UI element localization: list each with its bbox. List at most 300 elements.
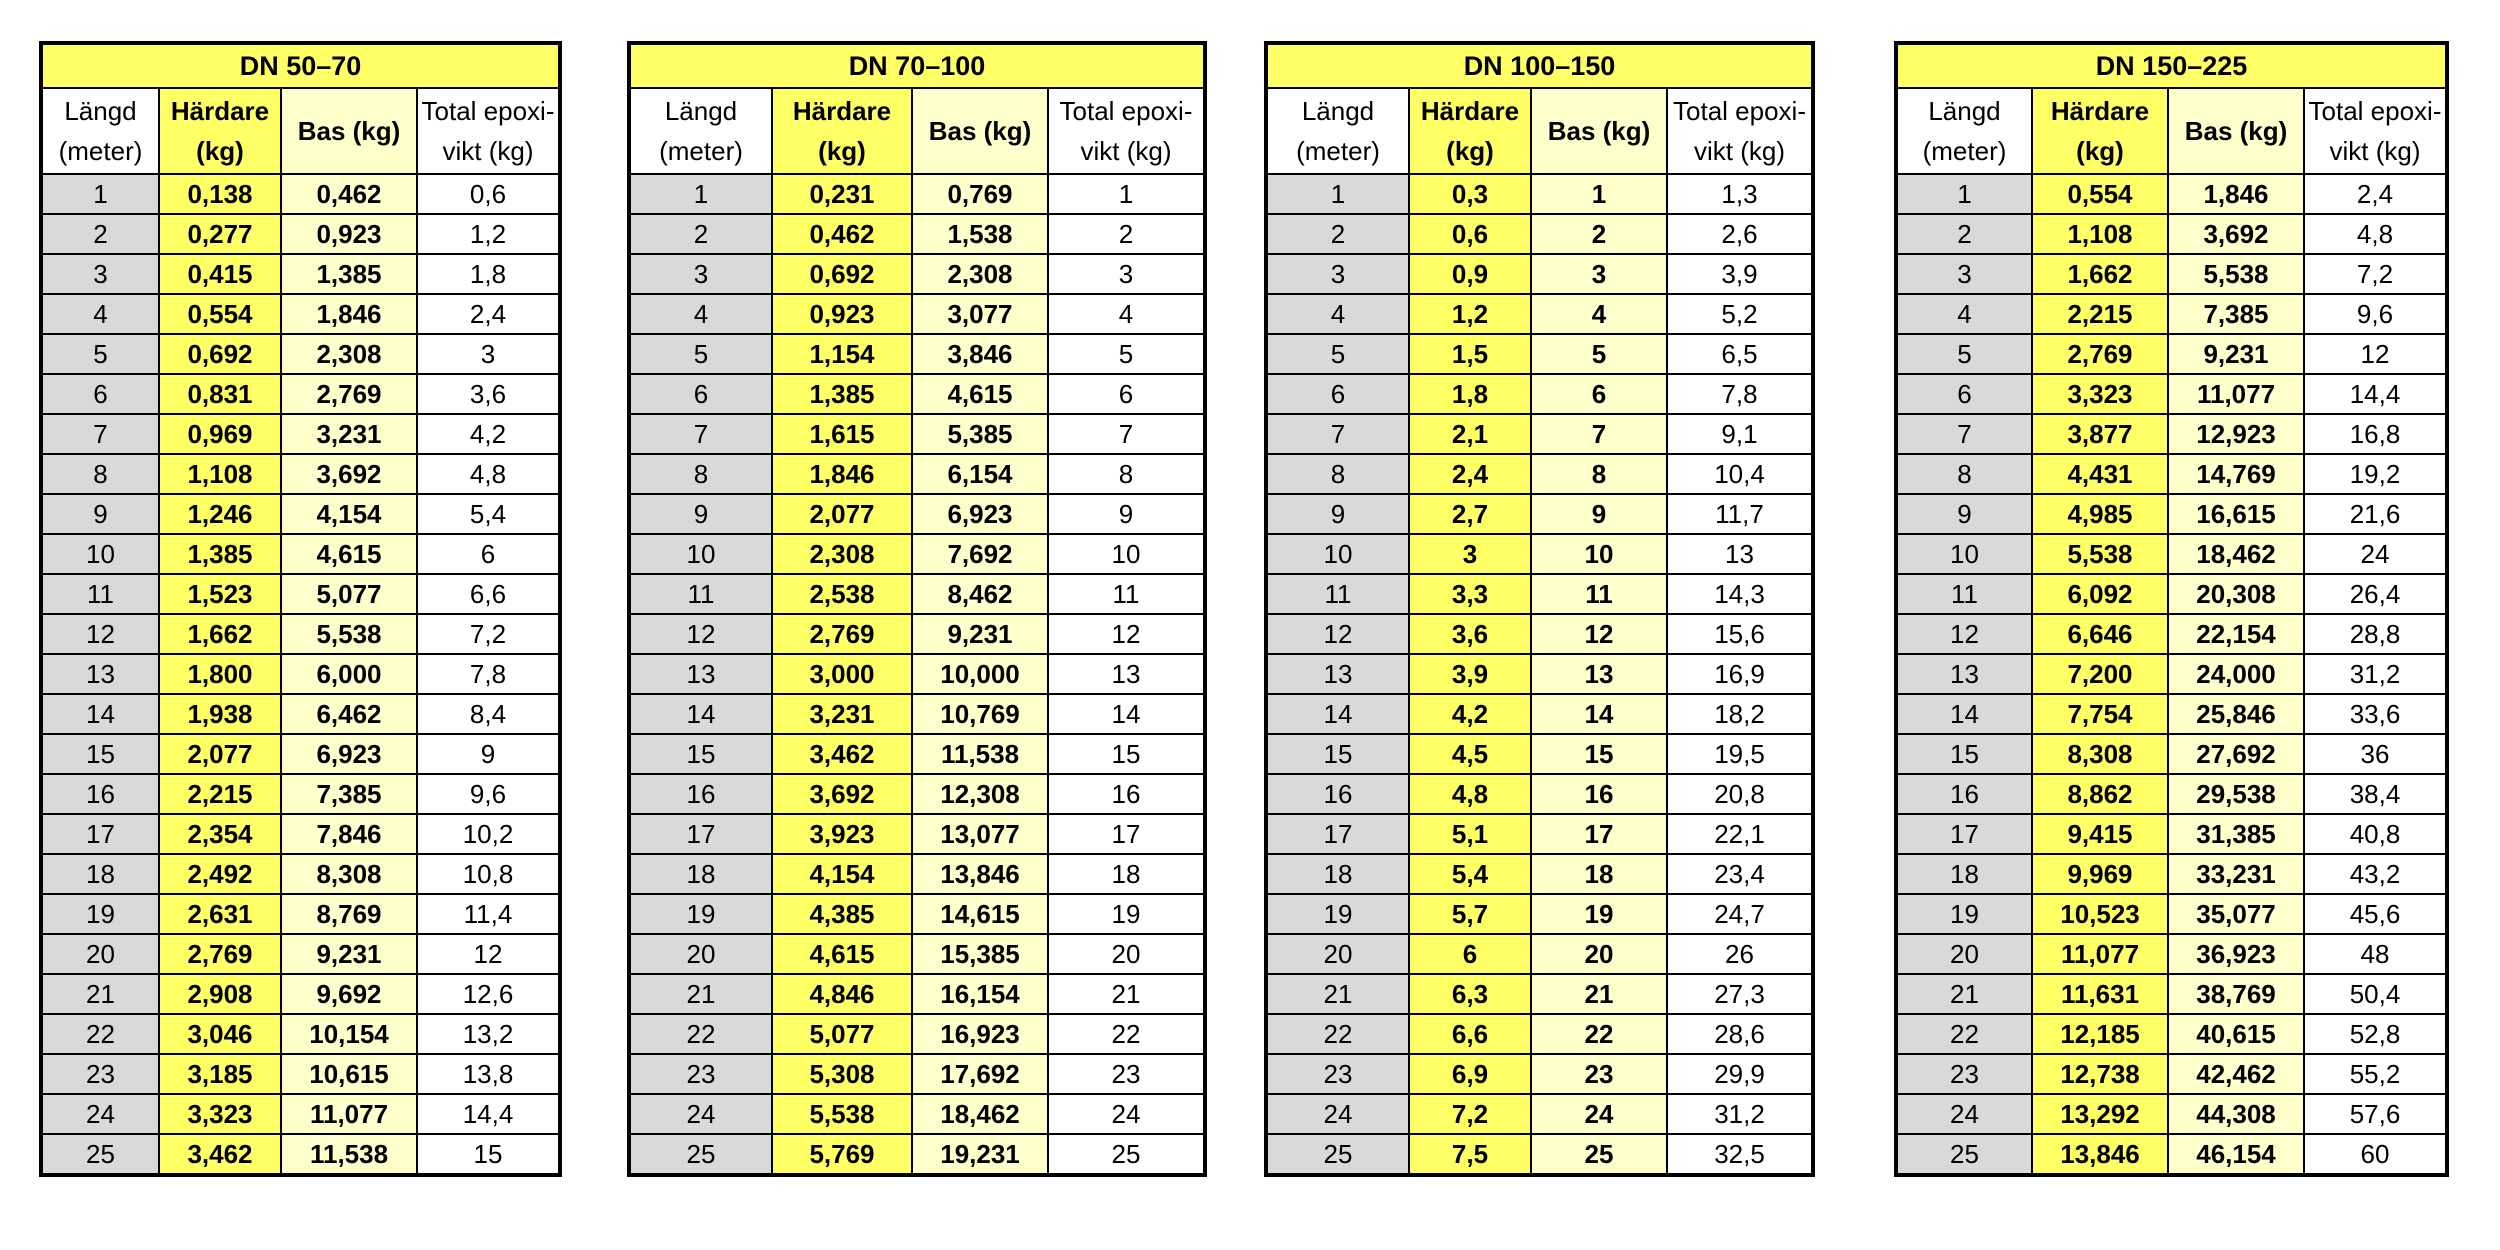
table-row: [629, 1134, 1205, 1175]
length-cell: 8: [1896, 454, 2032, 494]
length-cell: 1: [1266, 174, 1409, 214]
length-cell: 19: [41, 894, 159, 934]
length-cell: 6: [629, 374, 772, 414]
length-cell: 9: [41, 494, 159, 534]
hardener-cell: 3: [1409, 534, 1531, 574]
length-cell: 12: [1896, 614, 2032, 654]
length-cell: 21: [629, 974, 772, 1014]
hardener-cell: 0,9: [1409, 254, 1531, 294]
total-cell: 2,4: [417, 294, 560, 334]
total-cell: 10: [1048, 534, 1205, 574]
table-row: [41, 734, 560, 774]
length-cell: 19: [1266, 894, 1409, 934]
base-cell: 15: [1531, 734, 1667, 774]
total-cell: 1,2: [417, 214, 560, 254]
total-cell: 12,6: [417, 974, 560, 1014]
base-cell: 23: [1531, 1054, 1667, 1094]
total-cell: 6,5: [1667, 334, 1813, 374]
total-cell: 60: [2304, 1134, 2447, 1175]
base-cell: 24: [1531, 1094, 1667, 1134]
base-cell: 7,385: [2168, 294, 2304, 334]
base-cell: 16,923: [912, 1014, 1048, 1054]
length-cell: 6: [1266, 374, 1409, 414]
weight-table: [1264, 41, 1815, 1177]
total-cell: 16,9: [1667, 654, 1813, 694]
hardener-header: [772, 88, 912, 174]
hardener-cell: 4,431: [2032, 454, 2168, 494]
header-line: (kg): [2076, 136, 2124, 166]
length-cell: 7: [1266, 414, 1409, 454]
total-cell: 12: [2304, 334, 2447, 374]
table-row: [629, 694, 1205, 734]
length-cell: 21: [1266, 974, 1409, 1014]
total-cell: 5,2: [1667, 294, 1813, 334]
total-cell: 8: [1048, 454, 1205, 494]
total-header: [417, 88, 560, 174]
table-row: [41, 614, 560, 654]
table-row: [629, 854, 1205, 894]
base-cell: 10,769: [912, 694, 1048, 734]
base-cell: 35,077: [2168, 894, 2304, 934]
hardener-cell: 3,323: [159, 1094, 281, 1134]
base-cell: 4: [1531, 294, 1667, 334]
base-cell: 9,231: [912, 614, 1048, 654]
table-row: [629, 454, 1205, 494]
total-cell: 24: [2304, 534, 2447, 574]
base-cell: 11,077: [2168, 374, 2304, 414]
hardener-cell: 6,092: [2032, 574, 2168, 614]
hardener-cell: 2,769: [159, 934, 281, 974]
hardener-cell: 1,246: [159, 494, 281, 534]
hardener-cell: 5,7: [1409, 894, 1531, 934]
total-cell: 38,4: [2304, 774, 2447, 814]
length-cell: 13: [1896, 654, 2032, 694]
length-cell: 23: [629, 1054, 772, 1094]
total-cell: 9,6: [417, 774, 560, 814]
header-line: Härdare: [2050, 96, 2150, 126]
base-cell: 5,077: [281, 574, 417, 614]
length-cell: 22: [1896, 1014, 2032, 1054]
table-row: [1266, 294, 1813, 334]
table-row: [1266, 534, 1813, 574]
table-row: [1266, 574, 1813, 614]
header-line: Total epoxi-: [2308, 96, 2442, 126]
hardener-cell: 4,846: [772, 974, 912, 1014]
hardener-cell: 0,923: [772, 294, 912, 334]
table-row: [1266, 614, 1813, 654]
header-line: (meter): [659, 136, 743, 166]
table-row: [41, 374, 560, 414]
hardener-cell: 1,662: [2032, 254, 2168, 294]
hardener-cell: 0,831: [159, 374, 281, 414]
table-row: [1896, 854, 2447, 894]
base-cell: 8,462: [912, 574, 1048, 614]
hardener-cell: 6,9: [1409, 1054, 1531, 1094]
base-cell: 12: [1531, 614, 1667, 654]
total-cell: 3,6: [417, 374, 560, 414]
table-row: [1266, 814, 1813, 854]
header-line: Total epoxi-: [1673, 96, 1806, 126]
base-cell: 25: [1531, 1134, 1667, 1175]
base-header: Bas (kg): [912, 88, 1048, 174]
table-row: [1896, 374, 2447, 414]
hardener-cell: 1,154: [772, 334, 912, 374]
total-cell: 23: [1048, 1054, 1205, 1094]
hardener-cell: 0,6: [1409, 214, 1531, 254]
table-row: [41, 814, 560, 854]
table-row: [41, 1054, 560, 1094]
hardener-cell: 2,7: [1409, 494, 1531, 534]
table-row: [41, 254, 560, 294]
total-cell: 16,8: [2304, 414, 2447, 454]
table-row: [629, 1054, 1205, 1094]
base-cell: 0,462: [281, 174, 417, 214]
hardener-cell: 1,8: [1409, 374, 1531, 414]
table-row: [41, 1134, 560, 1175]
base-cell: 3,692: [2168, 214, 2304, 254]
length-cell: 2: [1266, 214, 1409, 254]
header-row: [1896, 88, 2447, 174]
total-cell: 40,8: [2304, 814, 2447, 854]
length-cell: 25: [1266, 1134, 1409, 1175]
hardener-cell: 1,385: [772, 374, 912, 414]
base-cell: 3,692: [281, 454, 417, 494]
header-line: vikt (kg): [1080, 136, 1172, 166]
base-cell: 1,846: [2168, 174, 2304, 214]
base-cell: 31,385: [2168, 814, 2304, 854]
hardener-cell: 9,415: [2032, 814, 2168, 854]
base-cell: 38,769: [2168, 974, 2304, 1014]
length-cell: 15: [41, 734, 159, 774]
hardener-cell: 3,462: [772, 734, 912, 774]
length-cell: 17: [1896, 814, 2032, 854]
header-line: Härdare: [170, 96, 270, 126]
hardener-cell: 8,308: [2032, 734, 2168, 774]
hardener-cell: 6,3: [1409, 974, 1531, 1014]
base-cell: 22,154: [2168, 614, 2304, 654]
hardener-cell: 5,538: [2032, 534, 2168, 574]
base-cell: 18: [1531, 854, 1667, 894]
table-row: [41, 534, 560, 574]
hardener-cell: 2,538: [772, 574, 912, 614]
header-line: (meter): [1296, 136, 1380, 166]
length-cell: 9: [629, 494, 772, 534]
base-cell: 29,538: [2168, 774, 2304, 814]
total-cell: 12: [417, 934, 560, 974]
table-row: [41, 854, 560, 894]
total-cell: 29,9: [1667, 1054, 1813, 1094]
table-row: [629, 814, 1205, 854]
header-line: Härdare: [792, 96, 892, 126]
length-cell: 10: [1266, 534, 1409, 574]
header-line: Total epoxi-: [1059, 96, 1193, 126]
length-cell: 1: [629, 174, 772, 214]
table-row: [1896, 734, 2447, 774]
length-cell: 5: [1266, 334, 1409, 374]
total-cell: 24: [1048, 1094, 1205, 1134]
base-cell: 8,769: [281, 894, 417, 934]
total-cell: 7,2: [417, 614, 560, 654]
length-cell: 11: [629, 574, 772, 614]
total-cell: 19: [1048, 894, 1205, 934]
total-cell: 13: [1667, 534, 1813, 574]
length-cell: 10: [629, 534, 772, 574]
base-cell: 5,538: [2168, 254, 2304, 294]
total-cell: 21,6: [2304, 494, 2447, 534]
length-cell: 4: [629, 294, 772, 334]
header-line: Längd: [1928, 96, 2001, 126]
total-cell: 18,2: [1667, 694, 1813, 734]
length-cell: 4: [1266, 294, 1409, 334]
table-row: [1266, 974, 1813, 1014]
length-cell: 7: [1896, 414, 2032, 454]
length-cell: 5: [1896, 334, 2032, 374]
length-cell: 14: [1266, 694, 1409, 734]
base-cell: 5: [1531, 334, 1667, 374]
length-cell: 16: [1896, 774, 2032, 814]
hardener-cell: 2,215: [159, 774, 281, 814]
table-row: [629, 294, 1205, 334]
base-cell: 19: [1531, 894, 1667, 934]
table-row: [1896, 774, 2447, 814]
hardener-cell: 6,646: [2032, 614, 2168, 654]
length-cell: 4: [41, 294, 159, 334]
header-line: (kg): [196, 136, 244, 166]
hardener-cell: 6: [1409, 934, 1531, 974]
hardener-cell: 1,385: [159, 534, 281, 574]
hardener-cell: 0,415: [159, 254, 281, 294]
base-cell: 22: [1531, 1014, 1667, 1054]
length-cell: 1: [1896, 174, 2032, 214]
table-row: [1896, 1014, 2447, 1054]
total-cell: 36: [2304, 734, 2447, 774]
length-cell: 3: [629, 254, 772, 294]
base-cell: 13,077: [912, 814, 1048, 854]
length-cell: 24: [1896, 1094, 2032, 1134]
hardener-cell: 2,769: [2032, 334, 2168, 374]
base-cell: 25,846: [2168, 694, 2304, 734]
length-cell: 11: [1896, 574, 2032, 614]
total-cell: 19,2: [2304, 454, 2447, 494]
total-header: [2304, 88, 2447, 174]
header-line: Längd: [64, 96, 137, 126]
table-row: [1896, 294, 2447, 334]
base-cell: 6,462: [281, 694, 417, 734]
base-cell: 8,308: [281, 854, 417, 894]
table-row: [41, 1014, 560, 1054]
hardener-cell: 0,554: [159, 294, 281, 334]
hardener-cell: 1,108: [159, 454, 281, 494]
table-row: [41, 894, 560, 934]
base-cell: 7: [1531, 414, 1667, 454]
length-cell: 14: [1896, 694, 2032, 734]
total-cell: 31,2: [2304, 654, 2447, 694]
length-cell: 18: [1266, 854, 1409, 894]
length-cell: 11: [1266, 574, 1409, 614]
hardener-cell: 3,185: [159, 1054, 281, 1094]
length-header: [629, 88, 772, 174]
hardener-cell: 3,231: [772, 694, 912, 734]
length-cell: 4: [1896, 294, 2032, 334]
length-cell: 1: [41, 174, 159, 214]
base-cell: 3,077: [912, 294, 1048, 334]
total-cell: 23,4: [1667, 854, 1813, 894]
weight-table: [1894, 41, 2449, 1177]
base-cell: 10,000: [912, 654, 1048, 694]
total-cell: 27,3: [1667, 974, 1813, 1014]
length-cell: 12: [41, 614, 159, 654]
table-row: [1896, 1054, 2447, 1094]
length-cell: 21: [1896, 974, 2032, 1014]
hardener-cell: 2,077: [772, 494, 912, 534]
length-cell: 25: [1896, 1134, 2032, 1175]
table-row: [1896, 494, 2447, 534]
base-cell: 11,077: [281, 1094, 417, 1134]
table-title: DN 150–225: [1896, 43, 2447, 88]
total-cell: 26: [1667, 934, 1813, 974]
total-cell: 31,2: [1667, 1094, 1813, 1134]
length-cell: 12: [1266, 614, 1409, 654]
table-row: [1266, 174, 1813, 214]
base-cell: 42,462: [2168, 1054, 2304, 1094]
length-cell: 19: [1896, 894, 2032, 934]
table-row: [1896, 214, 2447, 254]
length-cell: 10: [1896, 534, 2032, 574]
header-line: (kg): [818, 136, 866, 166]
hardener-cell: 6,6: [1409, 1014, 1531, 1054]
table-row: [1266, 934, 1813, 974]
base-cell: 18,462: [912, 1094, 1048, 1134]
total-header: [1667, 88, 1813, 174]
table-title: DN 50–70: [41, 43, 560, 88]
base-cell: 10: [1531, 534, 1667, 574]
total-cell: 20,8: [1667, 774, 1813, 814]
base-cell: 1,385: [281, 254, 417, 294]
table-row: [1266, 214, 1813, 254]
hardener-cell: 0,3: [1409, 174, 1531, 214]
table-row: [1896, 814, 2447, 854]
hardener-cell: 5,077: [772, 1014, 912, 1054]
table-row: [1896, 414, 2447, 454]
table-row: [1266, 734, 1813, 774]
total-cell: 19,5: [1667, 734, 1813, 774]
header-line: (kg): [1446, 136, 1494, 166]
length-cell: 7: [41, 414, 159, 454]
hardener-cell: 3,046: [159, 1014, 281, 1054]
table-row: [1896, 934, 2447, 974]
base-cell: 9,231: [281, 934, 417, 974]
length-cell: 22: [1266, 1014, 1409, 1054]
length-cell: 24: [1266, 1094, 1409, 1134]
base-cell: 21: [1531, 974, 1667, 1014]
table-row: [629, 334, 1205, 374]
base-cell: 3,231: [281, 414, 417, 454]
hardener-cell: 3,692: [772, 774, 912, 814]
length-cell: 22: [41, 1014, 159, 1054]
header-line: Härdare: [1420, 96, 1520, 126]
hardener-cell: 2,308: [772, 534, 912, 574]
header-line: vikt (kg): [442, 136, 534, 166]
hardener-cell: 8,862: [2032, 774, 2168, 814]
hardener-cell: 3,923: [772, 814, 912, 854]
table-row: [41, 414, 560, 454]
length-cell: 12: [629, 614, 772, 654]
hardener-cell: 10,523: [2032, 894, 2168, 934]
hardener-cell: 2,4: [1409, 454, 1531, 494]
table-row: [41, 294, 560, 334]
total-cell: 7,8: [1667, 374, 1813, 414]
header-row: [1266, 88, 1813, 174]
table-row: [1266, 774, 1813, 814]
table-row: [41, 1094, 560, 1134]
total-cell: 11,4: [417, 894, 560, 934]
total-cell: 2: [1048, 214, 1205, 254]
header-line: (meter): [58, 136, 143, 166]
table-row: [41, 174, 560, 214]
hardener-cell: 3,877: [2032, 414, 2168, 454]
total-cell: 10,8: [417, 854, 560, 894]
length-cell: 7: [629, 414, 772, 454]
length-cell: 23: [41, 1054, 159, 1094]
length-header: [1266, 88, 1409, 174]
length-cell: 8: [1266, 454, 1409, 494]
table-row: [1266, 1054, 1813, 1094]
total-cell: 48: [2304, 934, 2447, 974]
base-cell: 4,154: [281, 494, 417, 534]
total-cell: 7,8: [417, 654, 560, 694]
base-cell: 15,385: [912, 934, 1048, 974]
header-row: [41, 88, 560, 174]
table-row: [629, 1014, 1205, 1054]
length-cell: 25: [629, 1134, 772, 1175]
hardener-cell: 5,769: [772, 1134, 912, 1175]
total-cell: 25: [1048, 1134, 1205, 1175]
table-row: [1896, 454, 2447, 494]
hardener-cell: 0,692: [159, 334, 281, 374]
length-cell: 10: [41, 534, 159, 574]
table-row: [629, 654, 1205, 694]
table-row: [629, 214, 1205, 254]
hardener-cell: 5,308: [772, 1054, 912, 1094]
table-row: [1266, 334, 1813, 374]
length-cell: 9: [1896, 494, 2032, 534]
length-cell: 20: [41, 934, 159, 974]
table-row: [629, 774, 1205, 814]
length-cell: 8: [41, 454, 159, 494]
total-cell: 14,4: [2304, 374, 2447, 414]
base-cell: 10,615: [281, 1054, 417, 1094]
table-row: [1896, 894, 2447, 934]
base-cell: 6,154: [912, 454, 1048, 494]
hardener-cell: 1,5: [1409, 334, 1531, 374]
total-cell: 24,7: [1667, 894, 1813, 934]
table-row: [629, 574, 1205, 614]
length-header: [41, 88, 159, 174]
length-cell: 20: [1896, 934, 2032, 974]
total-cell: 15: [1048, 734, 1205, 774]
total-cell: 11: [1048, 574, 1205, 614]
hardener-cell: 3,3: [1409, 574, 1531, 614]
base-cell: 14,615: [912, 894, 1048, 934]
total-cell: 10,4: [1667, 454, 1813, 494]
base-cell: 10,154: [281, 1014, 417, 1054]
length-cell: 18: [1896, 854, 2032, 894]
base-cell: 6,000: [281, 654, 417, 694]
total-cell: 1,3: [1667, 174, 1813, 214]
total-cell: 5,4: [417, 494, 560, 534]
base-cell: 13,846: [912, 854, 1048, 894]
hardener-cell: 1,662: [159, 614, 281, 654]
